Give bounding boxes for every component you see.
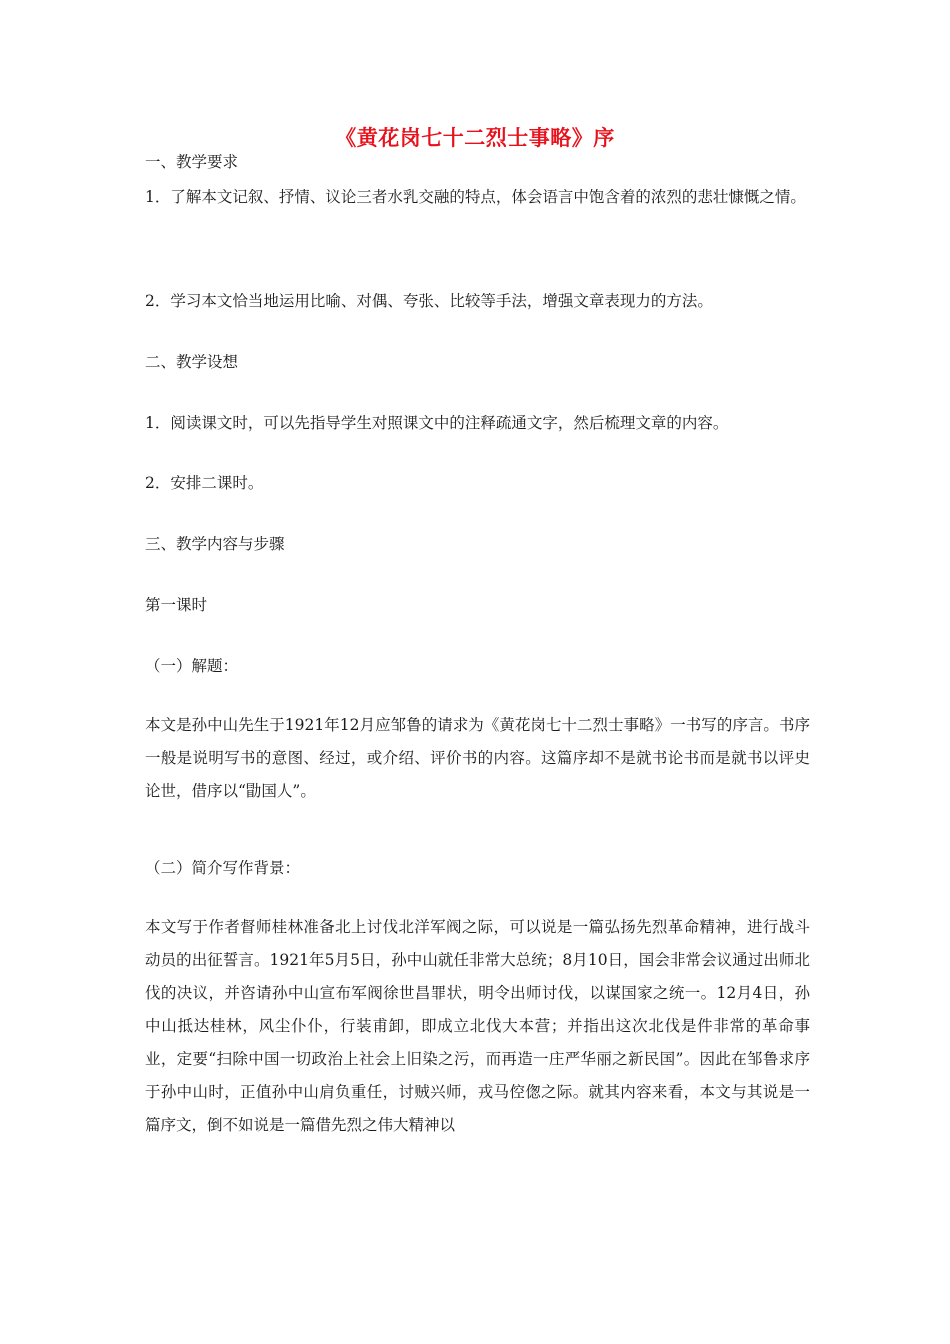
design-item-2: 2．安排二课时。 bbox=[145, 474, 264, 492]
section-heading-design: 二、教学设想 bbox=[145, 353, 239, 371]
section-heading-content: 三、教学内容与步骤 bbox=[145, 535, 285, 553]
subsection-heading-title-explanation: （一）解题： bbox=[145, 657, 239, 675]
design-item-1: 1．阅读课文时，可以先指导学生对照课文中的注释疏通文字，然后梳理文章的内容。 bbox=[145, 414, 729, 432]
background-paragraph: 本文写于作者督师桂林准备北上讨伐北洋军阀之际，可以说是一篇弘扬先烈革命精神，进行战斗动员的出征誓言。1921年5月5日，孙中山就任非常大总统；8月10日，国会非常会议通过出师北伐的决议，并咨请孙中山宣布军阀徐世昌罪状，明令出师讨伐，以谋国家之统一。12月4日，孙中山抵达桂林，风尘仆仆，行装甫卸，即成立北伐大本营；并指出这次北伐是件非常的革命事业，定要“扫除中国一切政治上社会上旧染之污，而再造一庄严华丽之新民国”。因此在邹鲁求序于孙中山时，正值孙中山肩负重任，讨贼兴师，戎马倥偬之际。就其内容来看，本文与其说是一篇序文，倒不如说是一篇借先烈之伟大精神以 bbox=[145, 918, 810, 1134]
lesson-heading: 第一课时 bbox=[145, 596, 208, 614]
requirement-item-1: 1．了解本文记叙、抒情、议论三者水乳交融的特点，体会语言中饱含着的浓烈的悲壮慷慨之情。 bbox=[145, 188, 806, 206]
section-heading-requirements: 一、教学要求 bbox=[145, 153, 239, 171]
document-title: 《黄花岗七十二烈士事略》序 bbox=[335, 126, 615, 150]
requirement-item-2: 2．学习本文恰当地运用比喻、对偶、夸张、比较等手法，增强文章表现力的方法。 bbox=[145, 292, 713, 310]
title-explanation-paragraph: 本文是孙中山先生于1921年12月应邹鲁的请求为《黄花岗七十二烈士事略》一书写的序言。书序一般是说明写书的意图、经过，或介绍、评价书的内容。这篇序却不是就书论书而是就书以评史论世，借序以“勖国人”。 bbox=[145, 716, 810, 800]
subsection-heading-background: （二）简介写作背景： bbox=[145, 859, 301, 877]
